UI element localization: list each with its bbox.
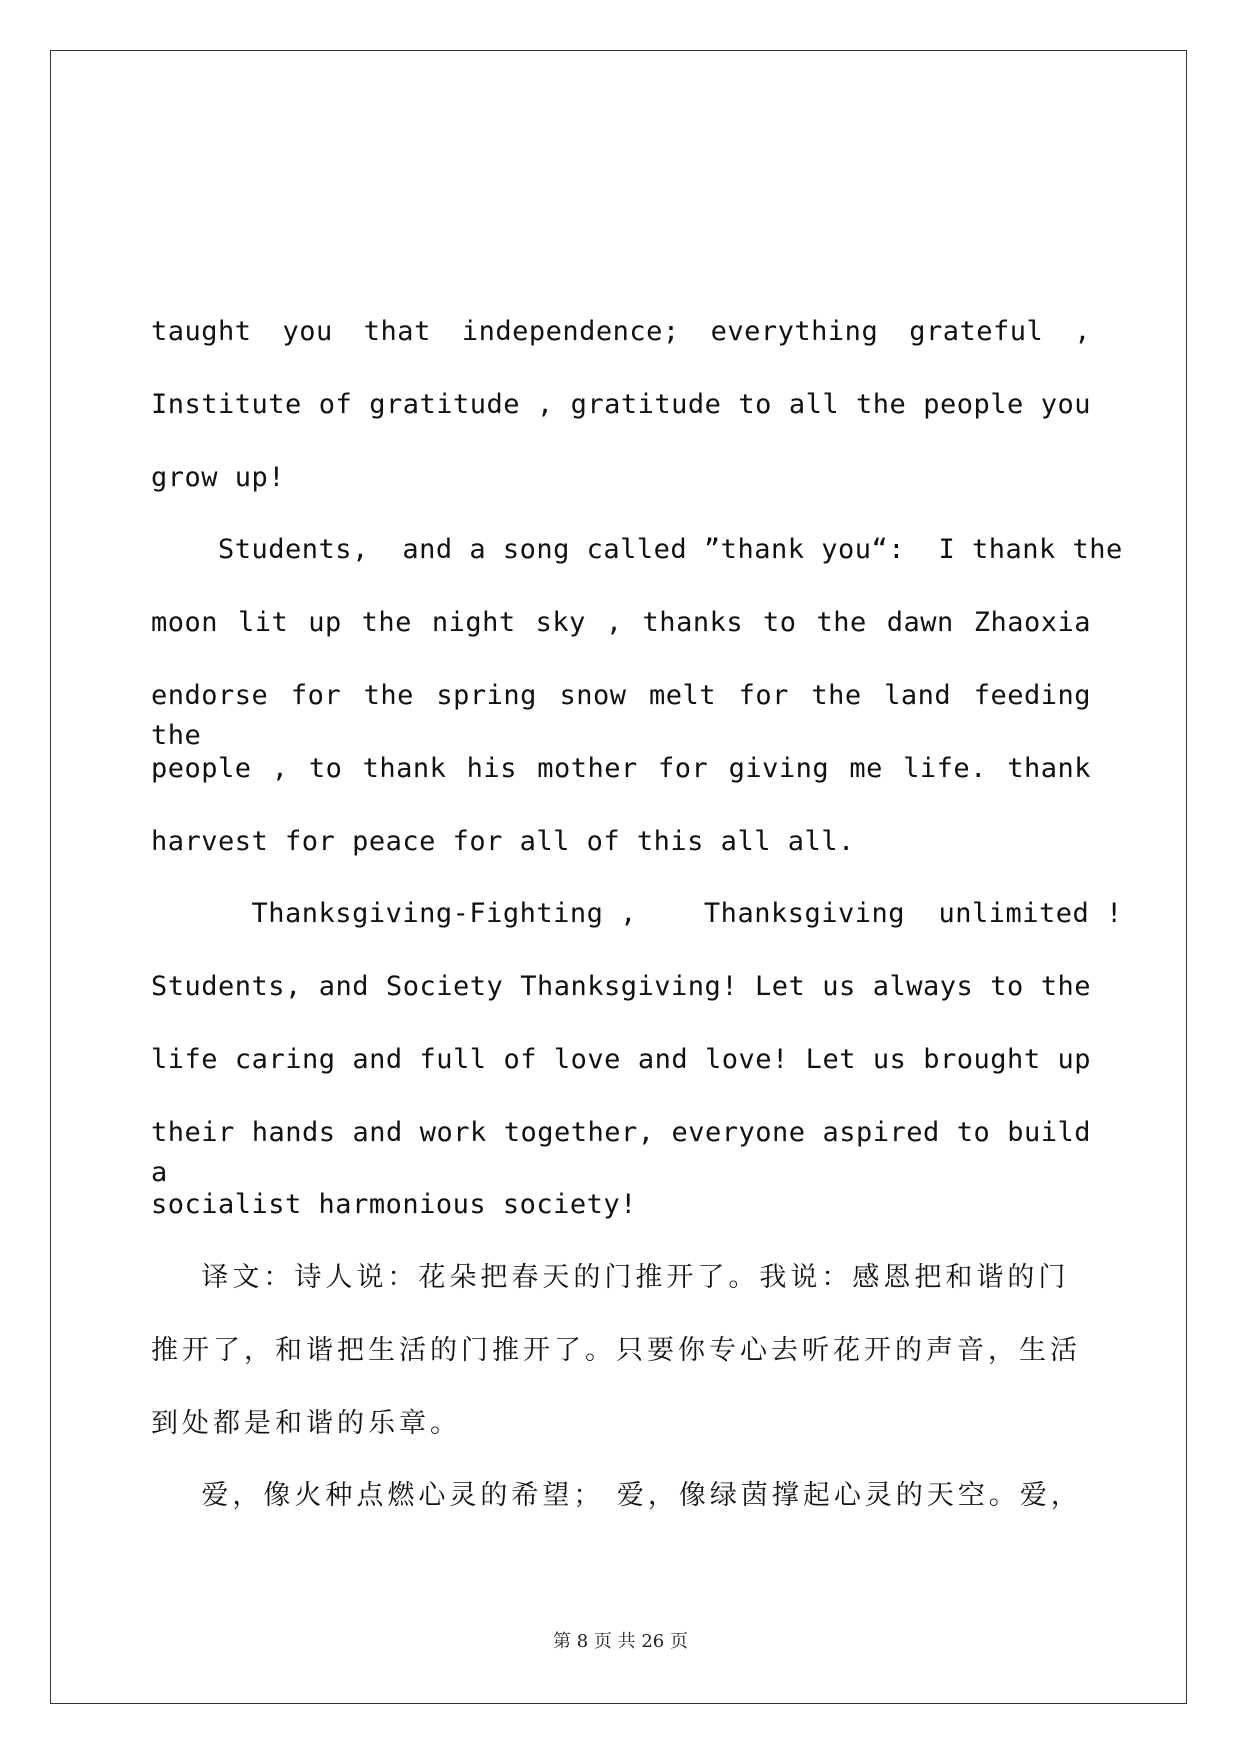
text-line: grow up! <box>151 462 286 493</box>
text-line: people , to thank his mother for giving me life. thank <box>151 753 1091 784</box>
text-line: 译文：诗人说：花朵把春天的门推开了。我说：感恩把和谐的门 <box>151 1262 1070 1293</box>
text-line: Thanksgiving-Fighting , Thanksgiving unlimited ! <box>151 898 1123 929</box>
text-line: life caring and full of love and love! Let us brought up <box>151 1044 1091 1075</box>
text-line: 到处都是和谐的乐章。 <box>151 1408 461 1439</box>
text-line: 推开了，和谐把生活的门推开了。只要你专心去听花开的声音，生活 <box>151 1335 1081 1366</box>
page-number: 第 8 页 共 26 页 <box>553 1631 688 1652</box>
text-line: 爱，像火种点燃心灵的希望； 爱，像绿茵撑起心灵的天空。爱， <box>151 1480 1082 1511</box>
text-line: harvest for peace for all of this all all. <box>151 826 855 857</box>
text-line: Students, and Society Thanksgiving! Let us always to the <box>151 971 1091 1002</box>
page-border <box>50 50 1187 1704</box>
text-line: moon lit up the night sky , thanks to the dawn Zhaoxia <box>151 607 1091 638</box>
text-line: endorse for the spring snow melt for the land feeding the <box>151 680 1091 751</box>
text-line: taught you that independence; everything grateful , <box>151 316 1091 347</box>
text-line: Institute of gratitude , gratitude to all the people you <box>151 389 1091 420</box>
text-line: Students, and a song called ”thank you“: I thank the <box>151 534 1123 565</box>
text-line: their hands and work together, everyone aspired to build a <box>151 1117 1091 1188</box>
text-line: socialist harmonious society! <box>151 1189 637 1220</box>
